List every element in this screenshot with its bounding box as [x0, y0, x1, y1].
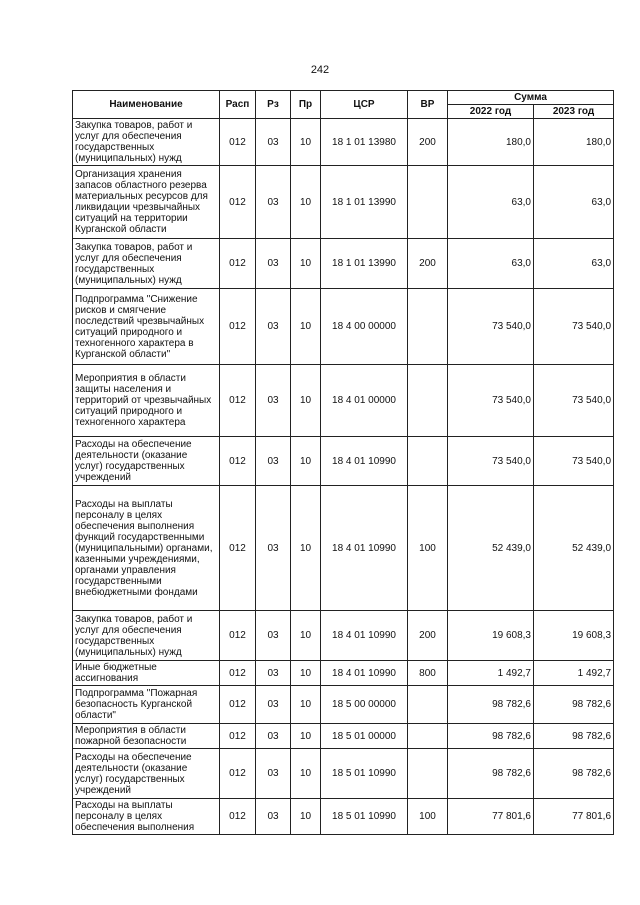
row-rasp-cell: 012: [220, 724, 256, 749]
row-2022-cell: 63,0: [448, 239, 534, 289]
row-vr-cell: 200: [408, 119, 448, 166]
row-vr-cell: 800: [408, 661, 448, 686]
header-pr: Пр: [291, 91, 321, 119]
row-pr-cell: 10: [291, 437, 321, 486]
row-2022-cell: 63,0: [448, 166, 534, 239]
row-name-cell: Расходы на обеспечение деятельности (оказание услуг) государственных учреждений: [73, 437, 220, 486]
row-csr-cell: 18 5 01 00000: [321, 724, 408, 749]
row-2023-cell: 63,0: [534, 166, 614, 239]
row-pr-cell: 10: [291, 686, 321, 724]
row-pr-cell: 10: [291, 166, 321, 239]
row-rasp-cell: 012: [220, 686, 256, 724]
table-body: [73, 119, 614, 835]
row-rasp-cell: 012: [220, 749, 256, 799]
row-vr-cell: 200: [408, 611, 448, 661]
row-2023-cell: 1 492,7: [534, 661, 614, 686]
row-rz-cell: 03: [256, 365, 291, 437]
budget-table: [72, 90, 614, 835]
row-csr-cell: 18 4 00 00000: [321, 289, 408, 365]
table-row: [73, 119, 614, 166]
row-2022-cell: 73 540,0: [448, 289, 534, 365]
row-rz-cell: 03: [256, 486, 291, 611]
row-pr-cell: 10: [291, 724, 321, 749]
row-2022-cell: 73 540,0: [448, 365, 534, 437]
row-pr-cell: 10: [291, 365, 321, 437]
row-rz-cell: 03: [256, 611, 291, 661]
row-2022-cell: 98 782,6: [448, 686, 534, 724]
row-pr-cell: 10: [291, 799, 321, 835]
row-2022-cell: 98 782,6: [448, 724, 534, 749]
row-rasp-cell: 012: [220, 365, 256, 437]
row-vr-cell: [408, 749, 448, 799]
row-2022-cell: 1 492,7: [448, 661, 534, 686]
row-vr-cell: [408, 166, 448, 239]
row-csr-cell: 18 1 01 13990: [321, 166, 408, 239]
table-row: [73, 289, 614, 365]
row-pr-cell: 10: [291, 239, 321, 289]
row-name-cell: Расходы на выплаты персоналу в целях обеспечения выполнения: [73, 799, 220, 835]
row-rz-cell: 03: [256, 749, 291, 799]
row-name-cell: Расходы на обеспечение деятельности (оказание услуг) государственных учреждений: [73, 749, 220, 799]
header-csr: ЦСР: [321, 91, 408, 119]
row-pr-cell: 10: [291, 119, 321, 166]
row-csr-cell: 18 4 01 10990: [321, 611, 408, 661]
row-vr-cell: [408, 686, 448, 724]
row-name-cell: Мероприятия в области пожарной безопасности: [73, 724, 220, 749]
row-rasp-cell: 012: [220, 289, 256, 365]
row-2023-cell: 98 782,6: [534, 724, 614, 749]
row-2022-cell: 98 782,6: [448, 749, 534, 799]
row-name-cell: Закупка товаров, работ и услуг для обеспечения государственных (муниципальных) нужд: [73, 239, 220, 289]
row-vr-cell: [408, 289, 448, 365]
row-csr-cell: 18 1 01 13980: [321, 119, 408, 166]
row-2023-cell: 77 801,6: [534, 799, 614, 835]
row-name-cell: Подпрограмма "Снижение рисков и смягчение последствий чрезвычайных ситуаций природного и техногенного характера в Курганской области": [73, 289, 220, 365]
row-csr-cell: 18 4 01 00000: [321, 365, 408, 437]
row-rz-cell: 03: [256, 661, 291, 686]
row-vr-cell: 100: [408, 799, 448, 835]
row-vr-cell: 200: [408, 239, 448, 289]
row-rasp-cell: 012: [220, 486, 256, 611]
table-row: [73, 799, 614, 835]
table-row: [73, 661, 614, 686]
row-vr-cell: 100: [408, 486, 448, 611]
row-rasp-cell: 012: [220, 437, 256, 486]
row-2023-cell: 98 782,6: [534, 749, 614, 799]
row-rasp-cell: 012: [220, 166, 256, 239]
row-2022-cell: 73 540,0: [448, 437, 534, 486]
row-name-cell: Иные бюджетные ассигнования: [73, 661, 220, 686]
row-2023-cell: 73 540,0: [534, 437, 614, 486]
row-2022-cell: 180,0: [448, 119, 534, 166]
table-row: [73, 724, 614, 749]
row-csr-cell: 18 4 01 10990: [321, 437, 408, 486]
row-pr-cell: 10: [291, 611, 321, 661]
row-name-cell: Мероприятия в области защиты населения и территорий от чрезвычайных ситуаций природного и техногенного характера: [73, 365, 220, 437]
header-rz: Рз: [256, 91, 291, 119]
table-row: [73, 611, 614, 661]
row-2023-cell: 63,0: [534, 239, 614, 289]
row-2022-cell: 77 801,6: [448, 799, 534, 835]
row-pr-cell: 10: [291, 661, 321, 686]
row-rz-cell: 03: [256, 724, 291, 749]
row-pr-cell: 10: [291, 749, 321, 799]
row-rz-cell: 03: [256, 239, 291, 289]
row-pr-cell: 10: [291, 486, 321, 611]
table-row: [73, 437, 614, 486]
row-name-cell: Организация хранения запасов областного резерва материальных ресурсов для ликвидации чрезвычайных ситуаций на территории Курганской области: [73, 166, 220, 239]
row-2023-cell: 98 782,6: [534, 686, 614, 724]
row-2022-cell: 52 439,0: [448, 486, 534, 611]
header-rasp: Расп: [220, 91, 256, 119]
row-name-cell: Подпрограмма "Пожарная безопасность Курганской области": [73, 686, 220, 724]
row-rasp-cell: 012: [220, 239, 256, 289]
row-rz-cell: 03: [256, 799, 291, 835]
row-rz-cell: 03: [256, 119, 291, 166]
page-number: 242: [310, 64, 330, 76]
row-rz-cell: 03: [256, 686, 291, 724]
table-row: [73, 486, 614, 611]
table-row: [73, 239, 614, 289]
row-csr-cell: 18 5 01 10990: [321, 799, 408, 835]
row-rasp-cell: 012: [220, 799, 256, 835]
header-year-2022: 2022 год: [448, 105, 534, 119]
row-rasp-cell: 012: [220, 119, 256, 166]
row-2023-cell: 52 439,0: [534, 486, 614, 611]
row-csr-cell: 18 4 01 10990: [321, 486, 408, 611]
row-csr-cell: 18 5 01 10990: [321, 749, 408, 799]
header-year-2023: 2023 год: [534, 105, 614, 119]
row-2023-cell: 19 608,3: [534, 611, 614, 661]
row-2023-cell: 73 540,0: [534, 289, 614, 365]
row-rz-cell: 03: [256, 289, 291, 365]
header-vr: ВР: [408, 91, 448, 119]
row-vr-cell: [408, 437, 448, 486]
table-row: [73, 365, 614, 437]
row-2022-cell: 19 608,3: [448, 611, 534, 661]
row-rz-cell: 03: [256, 166, 291, 239]
row-vr-cell: [408, 724, 448, 749]
header-sum: Сумма: [448, 91, 614, 105]
row-rasp-cell: 012: [220, 611, 256, 661]
row-name-cell: Закупка товаров, работ и услуг для обеспечения государственных (муниципальных) нужд: [73, 119, 220, 166]
table-row: [73, 749, 614, 799]
row-csr-cell: 18 5 00 00000: [321, 686, 408, 724]
table-row: [73, 166, 614, 239]
row-csr-cell: 18 1 01 13990: [321, 239, 408, 289]
row-name-cell: Расходы на выплаты персоналу в целях обеспечения выполнения функций государственными (муниципальными) органами, казенными учреждениями, органами управления государственными внебюджетными фондами: [73, 486, 220, 611]
row-vr-cell: [408, 365, 448, 437]
header-name: Наименование: [73, 91, 220, 119]
row-name-cell: Закупка товаров, работ и услуг для обеспечения государственных (муниципальных) нужд: [73, 611, 220, 661]
row-rasp-cell: 012: [220, 661, 256, 686]
row-2023-cell: 180,0: [534, 119, 614, 166]
row-rz-cell: 03: [256, 437, 291, 486]
row-2023-cell: 73 540,0: [534, 365, 614, 437]
table-row: [73, 686, 614, 724]
row-pr-cell: 10: [291, 289, 321, 365]
row-csr-cell: 18 4 01 10990: [321, 661, 408, 686]
